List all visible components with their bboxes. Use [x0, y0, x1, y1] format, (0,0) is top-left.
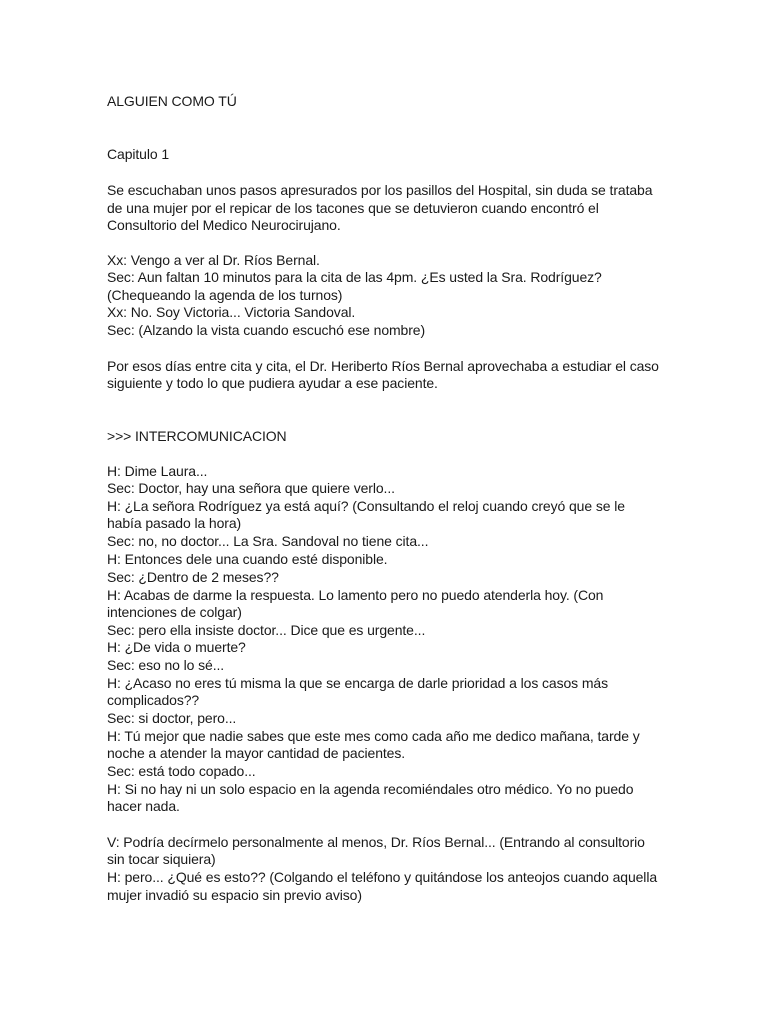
text-line: Por esos días entre cita y cita, el Dr. Heriberto Ríos Bernal aprovechaba a estudiar el caso — [107, 358, 659, 374]
text-line: Sec: está todo copado... — [107, 763, 256, 779]
text-line: Sec: (Alzando la vista cuando escuchó ese nombre) — [107, 322, 426, 338]
text-line: Se escuchaban unos pasos apresurados por los pasillos del Hospital, sin duda se trataba — [107, 182, 653, 198]
text-line: Sec: eso no lo sé... — [107, 657, 225, 673]
text-line: (Chequeando la agenda de los turnos) — [107, 287, 343, 303]
text-line: Sec: Doctor, hay una señora que quiere verlo... — [107, 480, 395, 496]
document-title: ALGUIEN COMO TÚ — [107, 93, 237, 109]
text-line: sin tocar siquiera) — [107, 851, 216, 867]
text-line: >>> INTERCOMUNICACION — [107, 428, 287, 444]
text-line: Consultorio del Medico Neurocirujano. — [107, 217, 341, 233]
text-line: Xx: Vengo a ver al Dr. Ríos Bernal. — [107, 252, 320, 268]
text-line: H: pero... ¿Qué es esto?? (Colgando el teléfono y quitándose los anteojos cuando aquella — [107, 869, 658, 885]
text-line: Sec: Aun faltan 10 minutos para la cita de las 4pm. ¿Es usted la Sra. Rodríguez? — [107, 269, 602, 285]
text-line: intenciones de colgar) — [107, 604, 242, 620]
text-line: Sec: pero ella insiste doctor... Dice que es urgente... — [107, 622, 426, 638]
text-line: H: ¿De vida o muerte? — [107, 639, 246, 655]
text-line: H: Acabas de darme la respuesta. Lo lamento pero no puedo atenderla hoy. (Con — [107, 587, 604, 603]
text-line: de una mujer por el repicar de los tacones que se detuvieron cuando encontró el — [107, 200, 599, 216]
text-line: H: Entonces dele una cuando esté disponible. — [107, 551, 388, 567]
text-line: Sec: si doctor, pero... — [107, 710, 237, 726]
text-line: V: Podría decírmelo personalmente al menos, Dr. Ríos Bernal... (Entrando al consultorio — [107, 834, 645, 850]
text-line: noche a atender la mayor cantidad de pacientes. — [107, 745, 406, 761]
text-line: H: ¿La señora Rodríguez ya está aquí? (Consultando el reloj cuando creyó que se le — [107, 498, 625, 514]
text-line: hacer nada. — [107, 798, 180, 814]
text-line: H: Si no hay ni un solo espacio en la agenda recomiéndales otro médico. Yo no puedo — [107, 781, 634, 797]
text-line: había pasado la hora) — [107, 515, 242, 531]
text-line: H: ¿Acaso no eres tú misma la que se encarga de darle prioridad a los casos más — [107, 675, 609, 691]
text-line: siguiente y todo lo que pudiera ayudar a ese paciente. — [107, 375, 438, 391]
text-line: H: Tú mejor que nadie sabes que este mes como cada año me dedico mañana, tarde y — [107, 728, 640, 744]
text-line: complicados?? — [107, 692, 200, 708]
text-line: mujer invadió su espacio sin previo aviso) — [107, 887, 362, 903]
text-line: H: Dime Laura... — [107, 463, 208, 479]
text-line: Sec: no, no doctor... La Sra. Sandoval no tiene cita... — [107, 533, 429, 549]
text-line: Sec: ¿Dentro de 2 meses?? — [107, 569, 279, 585]
chapter-heading: Capitulo 1 — [107, 146, 170, 162]
text-line: Xx: No. Soy Victoria... Victoria Sandoval. — [107, 304, 356, 320]
